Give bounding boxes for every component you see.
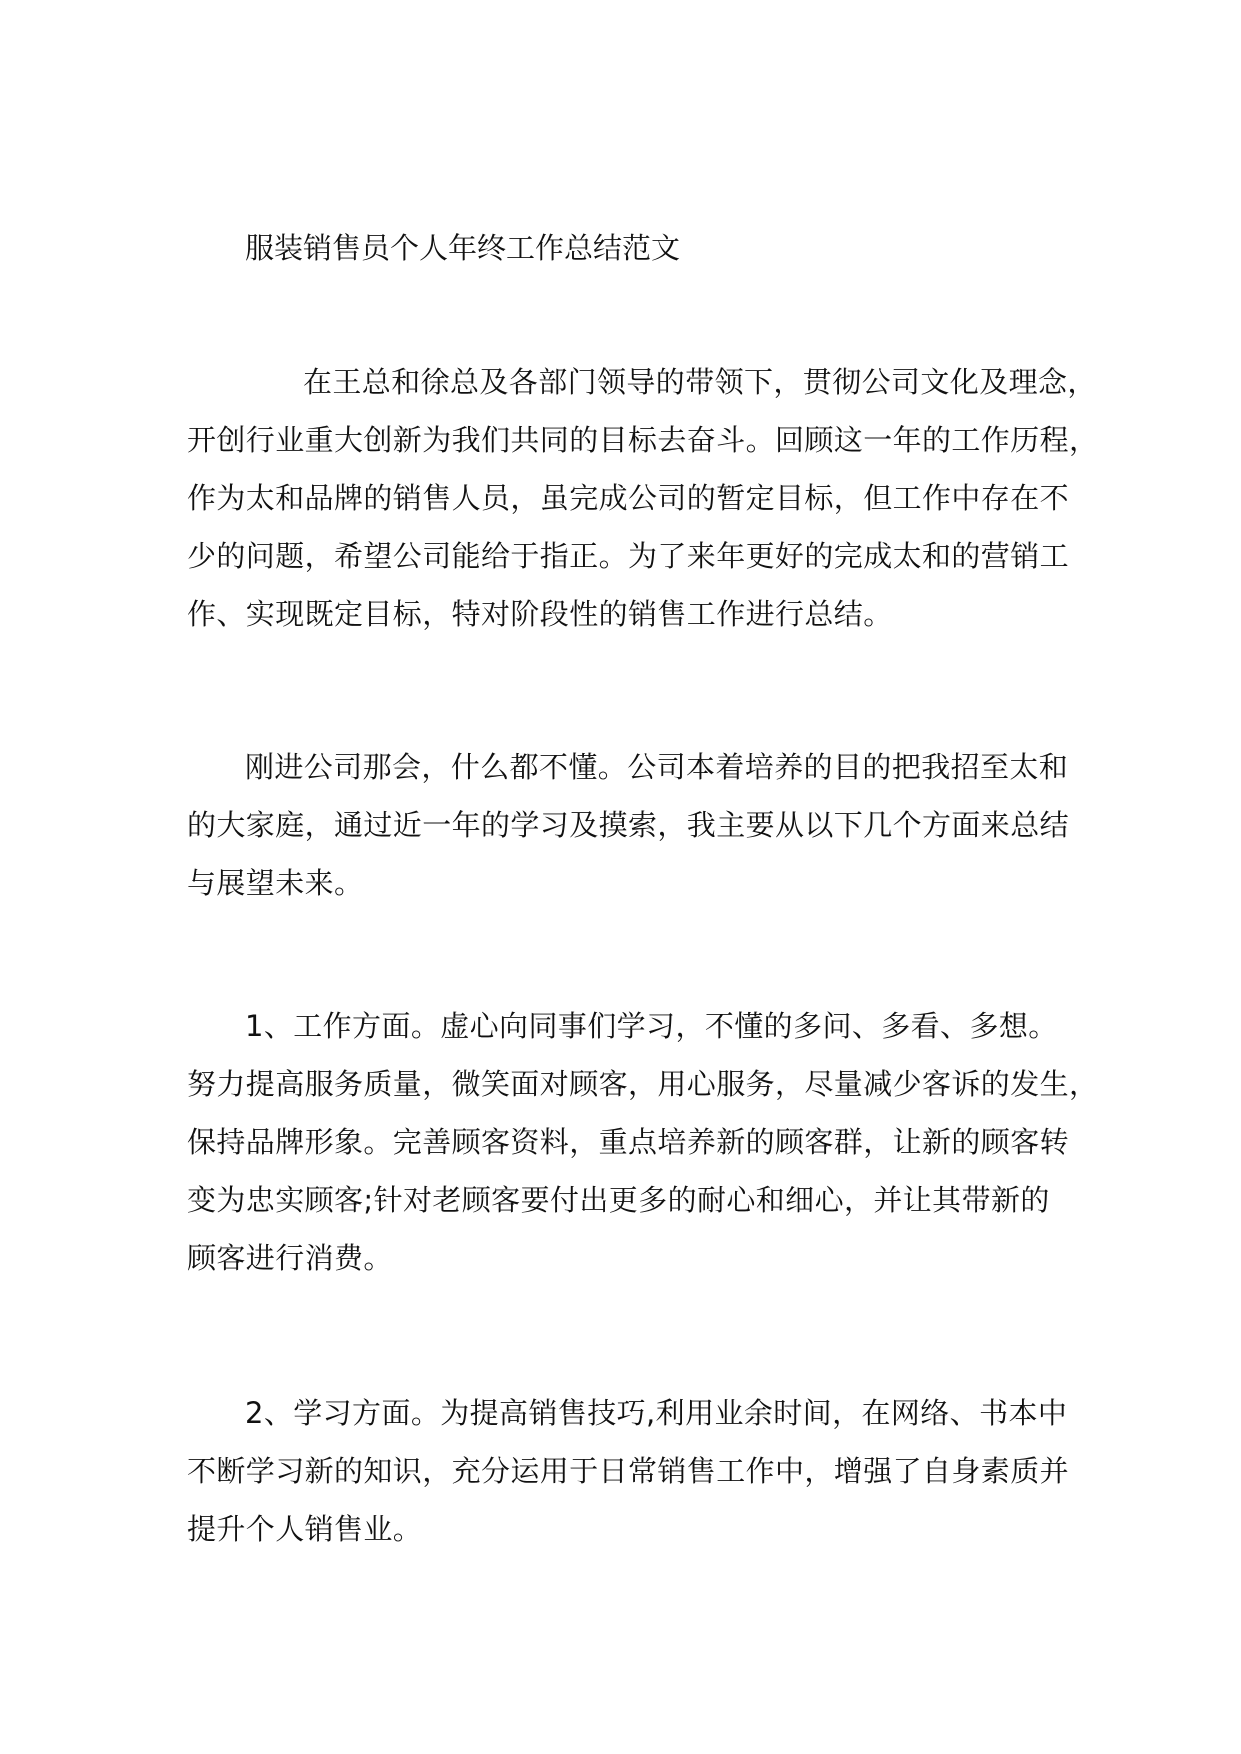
paragraph-1-line-5: 作、实现既定目标，特对阶段性的销售工作进行总结。 bbox=[187, 597, 893, 631]
paragraph-1-line-2: 开创行业重大创新为我们共同的目标去奋斗。回顾这一年的工作历程， bbox=[187, 423, 1099, 457]
document-title: 服装销售员个人年终工作总结范文 bbox=[245, 231, 681, 265]
paragraph-2-line-1: 刚进公司那会，什么都不懂。公司本着培养的目的把我招至太和 bbox=[245, 750, 1069, 784]
paragraph-2-line-2: 的大家庭，通过近一年的学习及摸索，我主要从以下几个方面来总结 bbox=[187, 808, 1070, 842]
paragraph-1-line-4: 少的问题，希望公司能给于指正。为了来年更好的完成太和的营销工 bbox=[187, 539, 1070, 573]
paragraph-2-line-3: 与展望未来。 bbox=[187, 866, 364, 900]
paragraph-3-line-3: 保持品牌形象。完善顾客资料，重点培养新的顾客群，让新的顾客转 bbox=[187, 1125, 1070, 1159]
paragraph-4-line-3: 提升个人销售业。 bbox=[187, 1512, 423, 1546]
paragraph-3-line-5: 顾客进行消费。 bbox=[187, 1241, 393, 1275]
paragraph-1-line-3: 作为太和品牌的销售人员，虽完成公司的暂定目标，但工作中存在不 bbox=[187, 481, 1070, 515]
paragraph-3-line-2: 努力提高服务质量，微笑面对顾客，用心服务，尽量减少客诉的发生， bbox=[187, 1067, 1099, 1101]
paragraph-3-line-1: 1、工作方面。虚心向同事们学习，不懂的多问、多看、多想。 bbox=[245, 1009, 1058, 1043]
paragraph-4-line-1: 2、学习方面。为提高销售技巧,利用业余时间，在网络、书本中 bbox=[245, 1396, 1068, 1430]
paragraph-3-line-4: 变为忠实顾客;针对老顾客要付出更多的耐心和细心，并让其带新的 bbox=[187, 1183, 1050, 1217]
paragraph-1-line-1: 在王总和徐总及各部门领导的带领下，贯彻公司文化及理念， bbox=[303, 365, 1097, 399]
paragraph-4-line-2: 不断学习新的知识，充分运用于日常销售工作中，增强了自身素质并 bbox=[187, 1454, 1070, 1488]
